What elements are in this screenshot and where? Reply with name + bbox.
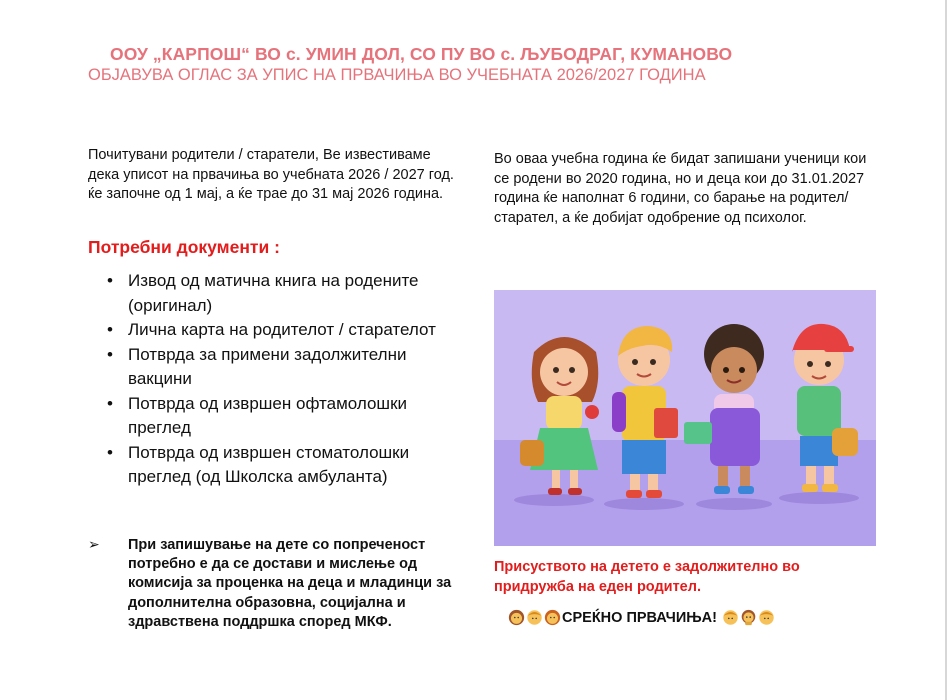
bullet-dot: • [107,271,113,290]
list-item [104,269,464,318]
list-item [104,441,464,490]
note-text: При запишување на дете со попреченост потребно е да се достави и мислење од комисија за проценка на деца и младинци за дополнителна образовна, социјална и здравствена поддршка според МКФ. [128,537,452,630]
girl-emoji-icon [508,609,525,626]
document-item: Потврда од извршен офтамолошки преглед [128,393,408,437]
attendance-notice: Присуството на детето е задолжително во придружба на еден родител. [494,559,800,595]
boy-emoji-icon [722,609,739,626]
list-item [104,318,464,343]
children-illustration [494,290,876,546]
bullet-dot: • [107,320,113,339]
boy-emoji-icon [758,609,775,626]
arrow-bullet-icon: ➢ [88,536,100,552]
document-item: Лична карта на родителот / старателот [128,320,436,339]
eligibility-paragraph: Во оваа учебна година ќе бидат запишани ученици кои се родени во 2020 година, но и деца кои до 31.01.2027 година ќе наполнат 6 години, со барање на родител/старател, а ќе добијат одобрение од психолог. [494,151,867,226]
intro-paragraph: Почитувани родители / старатели, Ве известиваме дека уписот на првачиња во учебната 2026 / 2027 год. ќе започне од 1 мај, а ќе трае до 31 мај 2026 година. [88,147,454,202]
bullet-dot: • [107,442,113,462]
document-item: Потврда од извршен стоматолошки преглед (од Школска амбуланта) [128,442,410,486]
header-announcement: ОБЈАВУВА ОГЛАС ЗА УПИС НА ПРВАЧИЊА ВО УЧЕБНАТА 2026/2027 ГОДИНА [88,66,706,84]
greeting-line [508,609,776,626]
list-item [104,343,464,392]
girl-emoji-icon [544,609,561,626]
girl-emoji-icon [740,609,757,626]
boy-emoji-icon [526,609,543,626]
list-item [104,392,464,441]
greeting-text: СРЕЌНО ПРВАЧИЊА! [562,609,717,626]
documents-list [104,269,464,490]
bullet-dot: • [107,344,113,364]
header-school-name: ООУ „КАРПОШ“ ВО с. УМИН ДОЛ, СО ПУ ВО с. ЉУБОДРАГ, КУМАНОВО [110,44,733,64]
bullet-dot: • [107,393,113,413]
documents-title: Потребни документи : [88,237,280,257]
document-item: Извод од матична книга на родените (оригинал) [128,271,419,315]
document-item: Потврда за примени задолжителни вакцини [128,344,407,388]
